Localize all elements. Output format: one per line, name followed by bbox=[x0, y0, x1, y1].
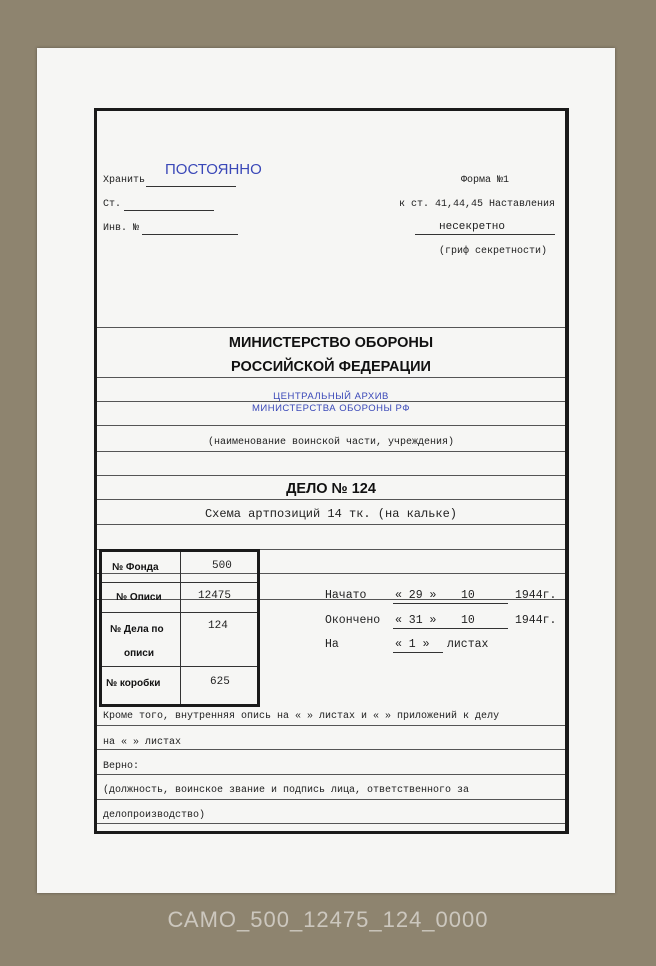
ended-day: « 31 » bbox=[395, 614, 437, 627]
verified-label: Верно: bbox=[103, 761, 140, 772]
sheets-underline bbox=[393, 652, 443, 653]
opis-label: № Описи bbox=[116, 592, 162, 603]
sheets-label: листах bbox=[447, 638, 489, 651]
ministry-line-2: РОССИЙСКОЙ ФЕДЕРАЦИИ bbox=[231, 359, 431, 375]
rule-5 bbox=[97, 451, 565, 452]
ended-label: Окончено bbox=[325, 614, 381, 627]
delo-value: 124 bbox=[208, 620, 228, 632]
st-underline bbox=[124, 210, 214, 211]
case-subject: Схема артпозиций 14 тк. (на кальке) bbox=[204, 507, 458, 521]
rule-8 bbox=[97, 524, 565, 525]
registry-table bbox=[99, 549, 260, 707]
ended-month: 10 bbox=[461, 614, 475, 627]
rule-16 bbox=[97, 823, 565, 824]
ended-underline bbox=[393, 628, 508, 629]
form-label: Форма №1 bbox=[461, 175, 510, 186]
opis-value: 12475 bbox=[198, 590, 232, 602]
inventory-line-2: на « » листах bbox=[103, 737, 182, 748]
classification: несекретно bbox=[439, 221, 506, 233]
sheets-count: « 1 » bbox=[395, 638, 430, 651]
started-label: Начато bbox=[325, 589, 367, 602]
signature-caption-2: делопроизводство) bbox=[103, 810, 206, 821]
started-underline bbox=[393, 603, 508, 604]
archive-watermark: САМО_500_12475_124_0000 bbox=[167, 907, 489, 932]
rule-1 bbox=[97, 327, 565, 328]
inv-underline bbox=[142, 234, 238, 235]
started-month: 10 bbox=[461, 589, 475, 602]
fond-label: № Фонда bbox=[112, 562, 159, 573]
rule-2 bbox=[97, 377, 565, 378]
classification-caption: (гриф секретности) bbox=[439, 246, 548, 257]
ended-year: 1944г. bbox=[515, 614, 557, 627]
rule-13 bbox=[97, 749, 565, 750]
rule-4 bbox=[97, 425, 565, 426]
article-ref: к ст. 41,44,45 Наставления bbox=[399, 199, 556, 210]
delo-label-1: № Дела по bbox=[110, 624, 164, 635]
rule-15 bbox=[97, 799, 565, 800]
rule-7 bbox=[97, 499, 565, 500]
form-frame bbox=[94, 108, 569, 834]
unit-caption: (наименование воинской части, учреждения) bbox=[207, 437, 455, 448]
started-day: « 29 » bbox=[395, 589, 437, 602]
rule-14 bbox=[97, 774, 565, 775]
signature-caption-1: (должность, воинское звание и подпись лица, ответственного за bbox=[103, 785, 470, 796]
inventory-line: Кроме того, внутренняя опись на « » листах и « » приложений к делу bbox=[103, 711, 500, 722]
archive-stamp-line-1: ЦЕНТРАЛЬНЫЙ АРХИВ bbox=[273, 391, 389, 402]
st-label: Ст. bbox=[103, 199, 122, 210]
keep-stamp: ПОСТОЯННО bbox=[165, 161, 262, 178]
on-label: На bbox=[325, 638, 339, 651]
box-value: 625 bbox=[210, 676, 230, 688]
rule-12 bbox=[97, 725, 565, 726]
inv-label: Инв. № bbox=[103, 223, 140, 234]
started-year: 1944г. bbox=[515, 589, 557, 602]
ministry-line-1: МИНИСТЕРСТВО ОБОРОНЫ bbox=[228, 335, 434, 351]
box-label: № коробки bbox=[106, 678, 161, 689]
classification-underline bbox=[415, 234, 555, 235]
keep-label: Хранить bbox=[103, 175, 146, 186]
case-label: ДЕЛО № 124 bbox=[286, 481, 376, 497]
delo-label-2: описи bbox=[124, 648, 155, 659]
archive-stamp-line-2: МИНИСТЕРСТВА ОБОРОНЫ РФ bbox=[252, 403, 410, 414]
fond-value: 500 bbox=[212, 560, 232, 572]
keep-underline bbox=[146, 186, 236, 187]
rule-6 bbox=[97, 475, 565, 476]
archive-cover-sheet bbox=[37, 48, 615, 893]
